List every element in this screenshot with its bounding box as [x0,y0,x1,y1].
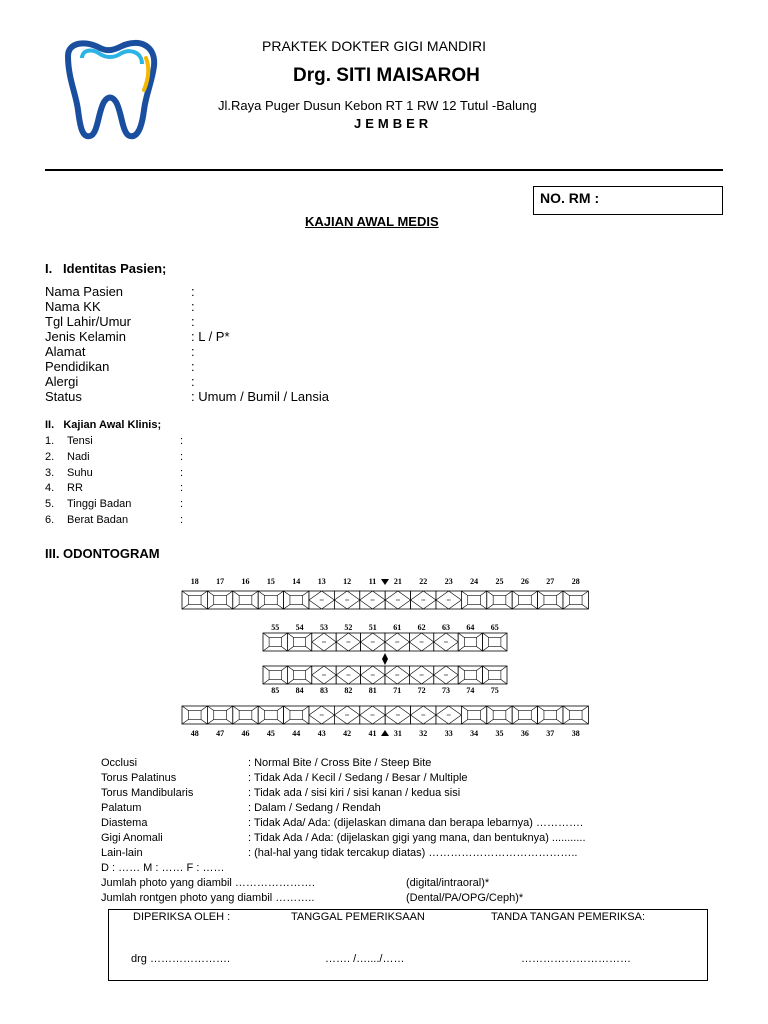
tooth-44[interactable] [284,706,309,724]
field-alamat-label: Alamat [45,344,86,359]
tooth-number-48: 48 [190,729,199,738]
clinical-num-6: 6. [45,514,55,526]
tooth-number-28: 28 [571,577,580,586]
tooth-24[interactable] [461,591,486,609]
palatum-value[interactable]: : Dalam / Sedang / Rendah [248,802,381,814]
tooth-33[interactable] [436,706,461,724]
tooth-23[interactable] [436,591,461,609]
tooth-number-65: 65 [490,623,499,632]
tooth-52[interactable] [336,633,360,651]
odontogram-details [101,756,721,904]
tooth-number-21: 21 [393,577,402,586]
torus-mandibularis-label: Torus Mandibularis [101,787,194,799]
gigi-anomali-value[interactable]: : Tidak Ada / Ada: (dijelaskan gigi yang mana, dan bentuknya) ........... [248,832,586,844]
tooth-number-22: 22 [419,577,428,586]
tooth-number-15: 15 [266,577,275,586]
tooth-34[interactable] [461,706,486,724]
tooth-11[interactable] [360,591,385,609]
field-nama-kk-value[interactable]: : [191,299,195,314]
clinical-value-berat-badan[interactable]: : [180,514,184,526]
tooth-54[interactable] [287,633,311,651]
tooth-number-46: 46 [241,729,250,738]
tooth-number-14: 14 [292,577,301,586]
lain-lain-value[interactable]: : (hal-hal yang tidak tercakup diatas) ………………………………….. [248,847,578,859]
torus-palatinus-value[interactable]: : Tidak Ada / Kecil / Sedang / Besar / Multiple [248,772,468,784]
tooth-number-62: 62 [417,623,426,632]
clinic-city: JEMBER [354,116,433,131]
tooth-55[interactable] [263,633,287,651]
torus-palatinus-label: Torus Palatinus [101,772,177,784]
tooth-45[interactable] [258,706,283,724]
rontgen-count-label[interactable]: Jumlah rontgen photo yang diambil ……….. [101,892,315,904]
tooth-82[interactable] [336,666,360,684]
field-tgl-lahir-value[interactable]: : [191,314,195,329]
tooth-38[interactable] [563,706,588,724]
field-nama-kk-label: Nama KK [45,299,101,314]
clinic-address: Jl.Raya Puger Dusun Kebon RT 1 RW 12 Tutul -Balung [218,98,537,113]
field-alamat-value[interactable]: : [191,344,195,359]
field-status-value[interactable]: : Umum / Bumil / Lansia [191,389,329,404]
torus-mandibularis-value[interactable]: : Tidak ada / sisi kiri / sisi kanan / kedua sisi [248,787,461,799]
tooth-number-38: 38 [571,729,580,738]
tooth-31[interactable] [385,706,410,724]
rm-label: NO. RM : [540,190,600,206]
tooth-number-33: 33 [444,729,453,738]
tooth-71[interactable] [385,666,409,684]
tooth-number-43: 43 [317,729,326,738]
tooth-18[interactable] [182,591,207,609]
field-nama-pasien-value[interactable]: : [191,284,195,299]
tooth-83[interactable] [312,666,336,684]
tooth-icon [60,38,160,140]
doctor-name: Drg. SITI MAISAROH [293,65,480,86]
tooth-28[interactable] [563,591,588,609]
tooth-number-17: 17 [216,577,225,586]
section-clinical-heading: II. Kajian Awal Klinis; [45,419,162,431]
exam-date-field[interactable]: ……. /…..../…… [325,953,405,965]
tooth-61[interactable] [385,633,409,651]
tooth-number-51: 51 [368,623,377,632]
diastema-label: Diastema [101,817,148,829]
tooth-21[interactable] [385,591,410,609]
tooth-48[interactable] [182,706,207,724]
midline-marker-center [382,653,388,665]
clinical-num-1: 1. [45,435,55,447]
tooth-number-75: 75 [490,686,499,695]
photo-type-value: (digital/intraoral)* [406,877,490,889]
tooth-37[interactable] [538,706,563,724]
tooth-number-63: 63 [442,623,450,632]
rontgen-type-value: (Dental/PA/OPG/Ceph)* [406,892,524,904]
tooth-number-55: 55 [271,623,280,632]
clinical-label-tinggi-badan: Tinggi Badan [67,498,132,511]
signature-field[interactable]: ………………………… [521,953,631,965]
signature-header: TANDA TANGAN PEMERIKSA: [491,911,646,923]
section-odontogram-heading: III. ODONTOGRAM [45,546,160,561]
examiner-field[interactable]: drg …………………. [131,953,231,965]
tooth-number-37: 37 [546,729,555,738]
tooth-number-83: 83 [320,686,328,695]
tooth-number-41: 41 [368,729,377,738]
tooth-number-35: 35 [495,729,504,738]
tooth-number-13: 13 [317,577,326,586]
tooth-13[interactable] [309,591,334,609]
tooth-number-12: 12 [343,577,352,586]
tooth-65[interactable] [483,633,507,651]
tooth-number-27: 27 [546,577,555,586]
tooth-number-24: 24 [470,577,479,586]
clinical-value-suhu[interactable]: : [180,466,184,479]
section-identity-heading: I. Identitas Pasien; [45,261,167,276]
tooth-51[interactable] [361,633,385,651]
tooth-number-61: 61 [393,623,402,632]
examiner-header: DIPERIKSA OLEH : [133,911,231,923]
tooth-12[interactable] [334,591,359,609]
tooth-22[interactable] [411,591,436,609]
field-alergi-label: Alergi [45,374,79,389]
clinical-num-2: 2. [45,450,55,463]
field-status-label: Status [45,389,82,404]
midline-marker-upper [381,579,389,585]
tooth-number-16: 16 [241,577,250,586]
tooth-75[interactable] [483,666,507,684]
tooth-17[interactable] [207,591,232,609]
tooth-25[interactable] [487,591,512,609]
clinical-value-tensi[interactable]: : [180,435,184,447]
tooth-number-64: 64 [466,623,475,632]
tooth-74[interactable] [458,666,482,684]
tooth-35[interactable] [487,706,512,724]
tooth-number-42: 42 [343,729,352,738]
occlusi-label: Occlusi [101,757,138,769]
diastema-value[interactable]: : Tidak Ada/ Ada: (dijelaskan dimana dan berapa lebarnya) …………. [248,817,584,829]
palatum-label: Palatum [101,802,142,814]
tooth-number-81: 81 [368,686,377,695]
clinical-label-rr: RR [67,482,83,495]
tooth-15[interactable] [258,591,283,609]
photo-count-label[interactable]: Jumlah photo yang diambil …………………. [101,877,315,889]
tooth-number-18: 18 [190,577,199,586]
tooth-27[interactable] [538,591,563,609]
tooth-43[interactable] [309,706,334,724]
identity-fields [45,284,445,406]
clinical-label-tensi: Tensi [67,435,93,447]
tooth-number-82: 82 [344,686,353,695]
tooth-number-45: 45 [266,729,275,738]
tooth-number-71: 71 [393,686,402,695]
header-divider [45,169,723,171]
rm-number-field[interactable] [533,186,723,215]
tooth-47[interactable] [207,706,232,724]
clinical-num-5: 5. [45,498,55,511]
tooth-26[interactable] [512,591,537,609]
tooth-number-11: 11 [368,577,377,586]
clinical-num-4: 4. [45,482,55,495]
tooth-53[interactable] [312,633,336,651]
tooth-81[interactable] [361,666,385,684]
examination-signature-box [108,909,708,981]
field-alergi-value[interactable]: : [191,374,195,389]
field-jenis-kelamin-value[interactable]: : L / P* [191,329,230,344]
tooth-number-85: 85 [271,686,280,695]
tooth-number-36: 36 [520,729,529,738]
tooth-84[interactable] [287,666,311,684]
tooth-32[interactable] [411,706,436,724]
tooth-63[interactable] [434,633,458,651]
tooth-number-72: 72 [417,686,426,695]
tooth-number-32: 32 [419,729,428,738]
clinical-fields [45,434,345,530]
dmf-index[interactable]: D : …… M : …… F : …… [101,862,225,874]
clinical-label-nadi: Nadi [67,450,90,463]
field-tgl-lahir-label: Tgl Lahir/Umur [45,314,131,329]
field-jenis-kelamin-label: Jenis Kelamin [45,329,126,344]
tooth-number-26: 26 [520,577,529,586]
tooth-number-25: 25 [495,577,504,586]
tooth-64[interactable] [458,633,482,651]
tooth-36[interactable] [512,706,537,724]
field-pendidikan-value[interactable]: : [191,359,195,374]
tooth-number-23: 23 [444,577,453,586]
tooth-number-44: 44 [292,729,301,738]
tooth-42[interactable] [334,706,359,724]
form-title: KAJIAN AWAL MEDIS [305,214,439,229]
tooth-62[interactable] [409,633,433,651]
tooth-85[interactable] [263,666,287,684]
tooth-16[interactable] [233,591,258,609]
tooth-72[interactable] [409,666,433,684]
tooth-number-31: 31 [393,729,402,738]
odontogram-chart[interactable] [178,573,592,741]
tooth-number-52: 52 [344,623,353,632]
tooth-number-47: 47 [216,729,225,738]
field-nama-pasien-label: Nama Pasien [45,284,124,299]
tooth-number-54: 54 [295,623,304,632]
midline-marker-lower [381,730,389,736]
tooth-number-73: 73 [442,686,450,695]
lain-lain-label: Lain-lain [101,847,143,859]
field-pendidikan-label: Pendidikan [45,359,110,374]
clinical-num-3: 3. [45,466,55,479]
clinical-value-rr[interactable]: : [180,482,184,495]
clinic-type: PRAKTEK DOKTER GIGI MANDIRI [262,38,487,54]
clinical-label-berat-badan: Berat Badan [67,514,129,526]
tooth-14[interactable] [284,591,309,609]
tooth-number-53: 53 [320,623,328,632]
tooth-41[interactable] [360,706,385,724]
clinical-label-suhu: Suhu [67,466,93,479]
occlusi-value[interactable]: : Normal Bite / Cross Bite / Steep Bite [248,757,432,769]
tooth-73[interactable] [434,666,458,684]
clinical-value-tinggi-badan[interactable]: : [180,498,184,511]
tooth-number-34: 34 [470,729,479,738]
tooth-number-74: 74 [466,686,475,695]
tooth-46[interactable] [233,706,258,724]
exam-date-header: TANGGAL PEMERIKSAAN [291,911,425,923]
tooth-number-84: 84 [295,686,304,695]
gigi-anomali-label: Gigi Anomali [101,832,163,844]
clinical-value-nadi[interactable]: : [180,450,184,463]
